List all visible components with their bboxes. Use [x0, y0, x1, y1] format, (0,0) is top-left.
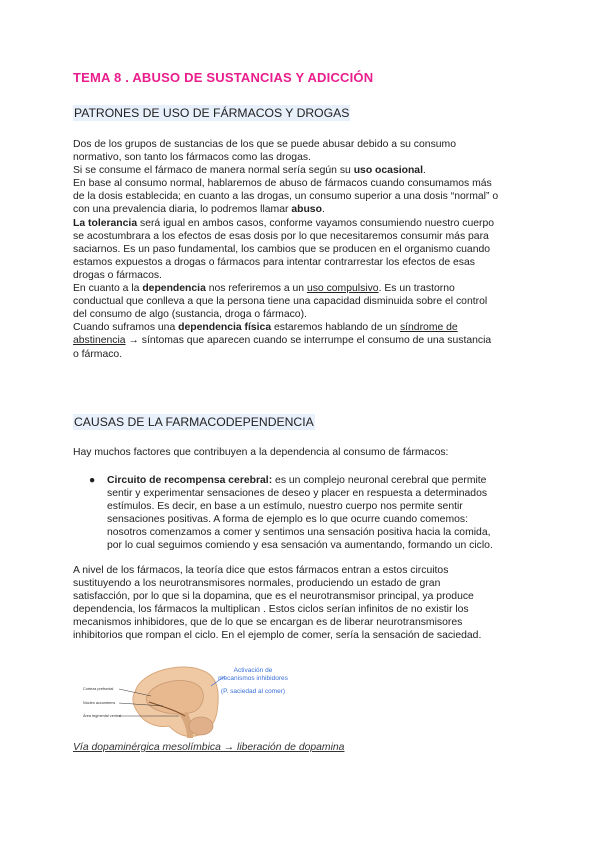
brain-diagram	[83, 662, 323, 740]
text-line: del consumo de algo (sustancia, droga o fármaco).	[73, 309, 307, 321]
text-line: se acostumbrara a los efectos de esas dosis por lo que necesitaremos consumir más para	[73, 230, 489, 242]
text-line: sustituyendo a los neurotransmisores normales, produciendo un estado de gran	[73, 578, 441, 590]
text-run: estaremos hablando de un	[271, 322, 400, 334]
text-line: nosotros comenzamos a comer y sentimos una sensación positiva hacia la comida,	[107, 527, 491, 539]
text-line: dependencia, los fármacos la multiplican . Estos ciclos serían infinitos de no existir los	[73, 604, 469, 616]
text-line: de la dosis establecida; en cuanto a las drogas, un consumo superior a una dosis “normal” o	[73, 191, 499, 203]
text-run: será igual en ambos casos, conforme vayamos consumiendo nuestro cuerpo	[137, 217, 495, 229]
bold-term: uso ocasional	[353, 165, 423, 177]
text-line: por lo cual seguimos comiendo y esa sensación va aumentando, formando un ciclo.	[107, 540, 493, 552]
figure-caption: Vía dopaminérgica mesolímbica → liberación de dopamina	[73, 742, 345, 753]
text-line: satisfacción, por lo que si la dopamina, que es el neurotransmisor principal, ya produce	[73, 591, 474, 603]
text-line: sensaciones positivas. A forma de ejemplo es lo que ocurre cuando comemos:	[107, 514, 468, 526]
annotation-text: (P. saciedad al comer)	[220, 688, 286, 695]
diagram-label: Área tegmental ventral	[83, 714, 122, 718]
page-title: TEMA 8 . ABUSO DE SUSTANCIAS Y ADICCIÓN	[73, 70, 374, 85]
underlined-term: abstinencia	[73, 335, 126, 347]
text-line: En base al consumo normal, hablaremos de abuso de fármacos cuando consumamos más	[73, 178, 492, 190]
paragraph	[73, 164, 533, 177]
bold-term: La tolerancia	[73, 217, 138, 229]
bullet-icon: ●	[89, 475, 96, 486]
section-heading-causas	[73, 415, 315, 429]
section-heading-patrones	[73, 106, 350, 120]
bold-term: dependencia	[142, 283, 206, 295]
text-line: Dos de los grupos de sustancias de los que se puede abusar debido a su consumo	[73, 139, 456, 150]
bold-term: Circuito de recompensa cerebral:	[107, 475, 273, 486]
paragraph	[73, 177, 533, 216]
list-item	[89, 474, 533, 553]
text-run: con una prevalencia diaria, lo podremos llamar	[73, 204, 292, 216]
text-line: drogas o fármacos.	[73, 269, 162, 281]
annotation-text: mecanismos inhibidores	[218, 675, 288, 682]
annotation-text: Activación de	[233, 667, 273, 674]
diagram-label: Corteza prefrontal	[83, 687, 114, 691]
list-item-text	[107, 474, 533, 553]
text-run: .	[422, 165, 426, 177]
paragraph: Hay muchos factores que contribuyen a la dependencia al consumo de fármacos:	[73, 447, 449, 458]
text-run: es un complejo neuronal cerebral que permite	[272, 475, 487, 486]
section-heading-text: PATRONES DE USO DE FÁRMACOS Y DROGAS	[74, 106, 350, 120]
text-run: En cuanto a la	[73, 283, 143, 295]
text-line: estamos expuestos a drogas o fármacos para intentar contrarrestar los efectos de esas	[73, 256, 475, 268]
paragraph	[73, 282, 533, 321]
text-line: A nivel de los fármacos, la teoría dice que estos fármacos entran a estos circuitos	[73, 565, 449, 576]
bold-term: dependencia física	[178, 322, 272, 334]
text-line: inhibitorios que rompan el ciclo. En el ejemplo de comer, sería la sensación de saciedad.	[73, 630, 482, 642]
diagram-label: Núcleo accumbens	[83, 701, 116, 705]
cerebellum	[189, 717, 213, 735]
text-line: sentir y experimentar sensaciones de deseo y placer en respuesta a determinados	[107, 488, 488, 500]
text-line: o fármaco.	[73, 348, 123, 360]
bold-term: abuso	[291, 204, 322, 216]
paragraph	[73, 321, 533, 360]
text-run: .	[321, 204, 325, 216]
text-line: mecanismos inhibidores, que de lo que se encargan es de liberar neurotransmisores	[73, 617, 463, 629]
text-run: Cuando suframos una	[73, 322, 179, 334]
text-run: Si se consume el fármaco de manera normal sería según su	[73, 165, 354, 177]
text-run: nos referiremos a un	[205, 283, 307, 295]
section-body-patrones	[73, 138, 533, 361]
text-run: → síntomas que aparecen cuando se interrumpe el consumo de una sustancia	[125, 335, 492, 347]
paragraph	[73, 564, 533, 643]
text-line: estímulos. Es decir, en base a un estímulo, nuestro cuerpo nos permite sentir	[107, 501, 463, 513]
text-run: . Es un trastorno	[378, 283, 455, 295]
text-line: conductual que conlleva a que la persona tiene una capacidad disminuida sobre el control	[73, 296, 488, 308]
paragraph	[73, 138, 533, 164]
underlined-term: síndrome de	[399, 322, 458, 334]
underlined-term: uso compulsivo	[306, 283, 379, 295]
paragraph	[73, 217, 533, 282]
text-line: normativo, son tanto los fármacos como las drogas.	[73, 152, 311, 164]
text-line: saciarnos. Es un paso fundamental, los cambios que se producen en el organismo cuando	[73, 243, 491, 255]
section-heading-text: CAUSAS DE LA FARMACODEPENDENCIA	[74, 415, 314, 429]
